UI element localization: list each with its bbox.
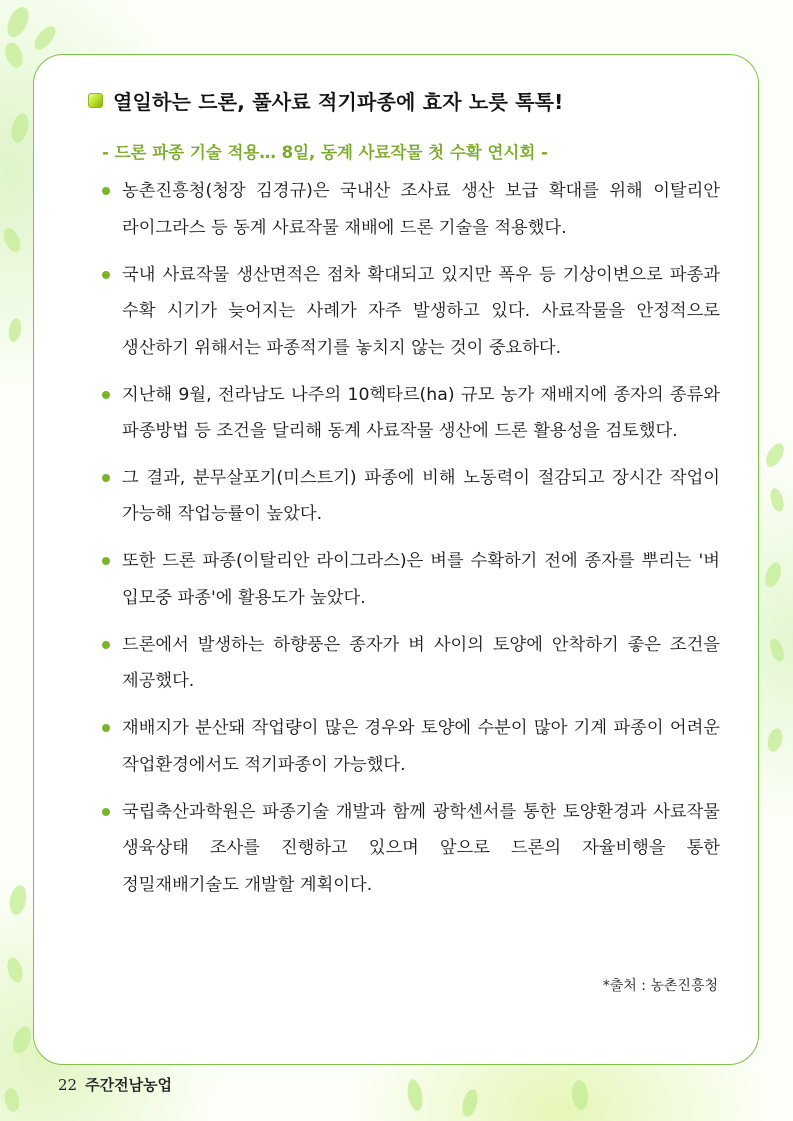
- bullet-text: 또한 드론 파종(이탈리안 라이그라스)은 벼를 수확하기 전에 종자를 뿌리는 '벼 입모중 파종'에 활용도가 높았다.: [122, 551, 720, 608]
- article-subtitle: - 드론 파종 기술 적용… 8일, 동계 사료작물 첫 수확 연시회 -: [102, 143, 548, 162]
- bullet-dot-icon: [102, 641, 110, 649]
- bullet-dot-icon: [102, 474, 110, 482]
- bullet-text: 농촌진흥청(청장 김경규)은 국내산 조사료 생산 보급 확대를 위해 이탈리안 라이그라스 등 동계 사료작물 재배에 드론 기술을 적용했다.: [122, 181, 720, 238]
- bullet-dot-icon: [102, 808, 110, 816]
- bullet-dot-icon: [102, 391, 110, 399]
- bullet-dot-icon: [102, 187, 110, 195]
- bullet-dot-icon: [102, 724, 110, 732]
- leaf-decoration-bottom: [380, 1065, 680, 1121]
- bullet-text: 국립축산과학원은 파종기술 개발과 함께 광학센서를 통한 토양환경과 사료작물 생육상태 조사를 진행하고 있으며 앞으로 드론의 자율비행을 통한 정밀재배기술도 개발할 계획이다.: [122, 801, 720, 895]
- bullet-text: 지난해 9월, 전라남도 나주의 10헥타르(ha) 규모 농가 재배지에 종자의 종류와 파종방법 등 조건을 달리해 동계 사료작물 생산에 드론 활용성을 검토했다.: [122, 384, 720, 441]
- page-number: 22: [58, 1076, 78, 1094]
- bullet-dot-icon: [102, 271, 110, 279]
- bullet-text: 드론에서 발생하는 하향풍은 종자가 벼 사이의 토양에 안착하기 좋은 조건을 제공했다.: [122, 634, 720, 691]
- bullet-text: 그 결과, 분무살포기(미스트기) 파종에 비해 노동력이 절감되고 장시간 작업이 가능해 작업능률이 높았다.: [122, 467, 720, 524]
- publication-name: 주간전남농업: [85, 1076, 173, 1094]
- page-footer: [58, 1074, 172, 1095]
- bullet-list: [100, 173, 720, 914]
- list-item: [100, 794, 720, 904]
- headline-text: 열일하는 드론, 풀사료 적기파종에 효자 노릇 톡톡!: [113, 90, 564, 114]
- list-item: [100, 173, 720, 246]
- bullet-text: 재배지가 분산돼 작업량이 많은 경우와 토양에 수분이 많아 기계 파종이 어려운 작업환경에서도 적기파종이 가능했다.: [122, 718, 720, 775]
- list-item: [100, 710, 720, 783]
- bullet-text: 국내 사료작물 생산면적은 점차 확대되고 있지만 폭우 등 기상이변으로 파종과 수확 시기가 늦어지는 사례가 자주 발생하고 있다. 사료작물을 안정적으로 생산하기 위해서는 파종적기를 놓치지 않는 것이 중요하다.: [122, 264, 720, 358]
- list-item: [100, 377, 720, 450]
- headline-square-icon: [88, 93, 103, 108]
- bullet-dot-icon: [102, 557, 110, 565]
- article-headline: [88, 86, 564, 115]
- list-item: [100, 543, 720, 616]
- list-item: [100, 257, 720, 367]
- list-item: [100, 460, 720, 533]
- list-item: [100, 627, 720, 700]
- leaf-decoration-right: [755, 0, 793, 1121]
- source-credit: *출처 : 농촌진흥청: [602, 978, 718, 994]
